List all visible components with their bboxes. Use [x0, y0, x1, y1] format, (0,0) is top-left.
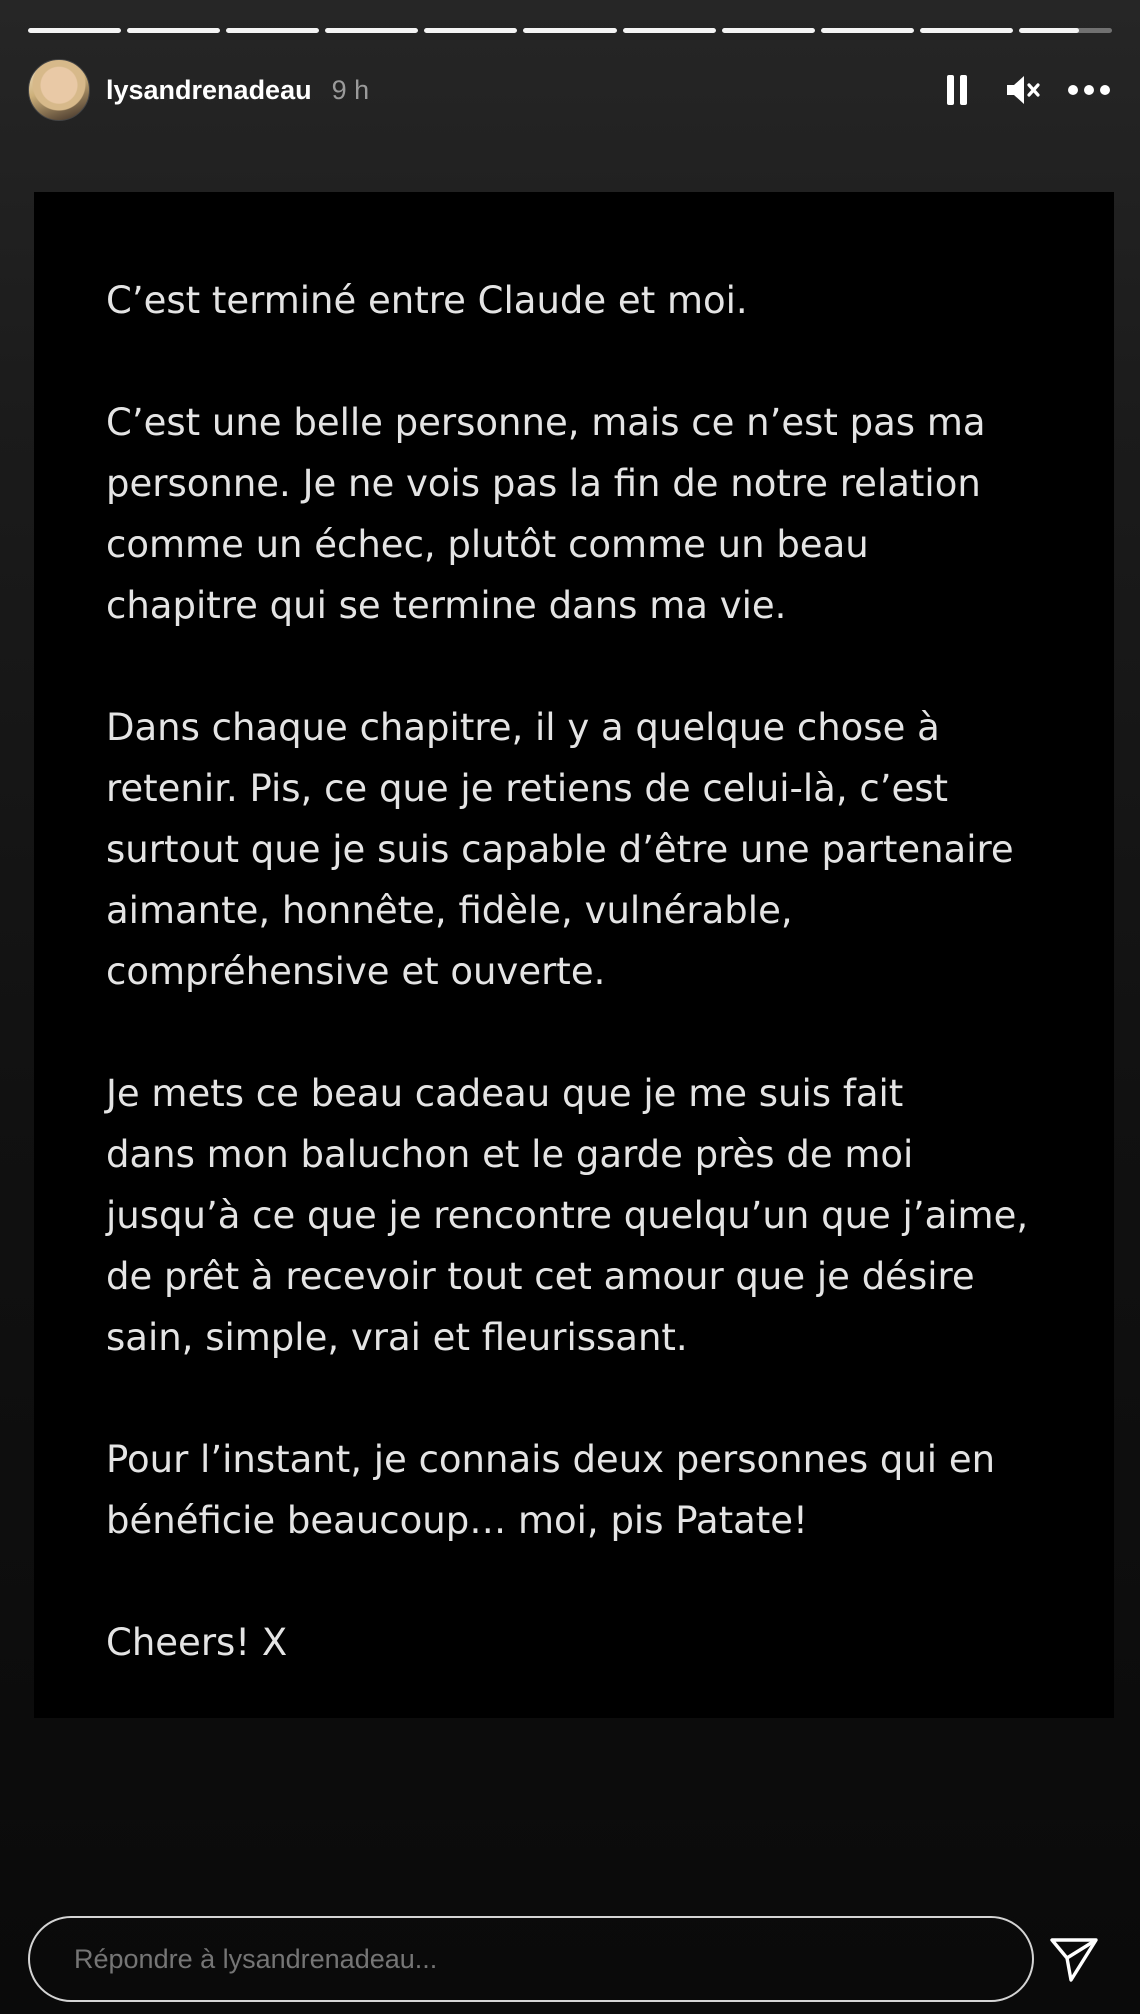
story-line: dans mon baluchon et le garde près de moi: [106, 1133, 914, 1176]
progress-segment: [523, 28, 616, 33]
progress-segment: [821, 28, 914, 33]
progress-segment-fill: [920, 28, 1013, 33]
story-line: surtout que je suis capable d’être une partenaire: [106, 828, 1014, 871]
progress-segment: [127, 28, 220, 33]
story-line: C’est terminé entre Claude et moi.: [106, 279, 748, 322]
progress-segment: [722, 28, 815, 33]
story-line: C’est une belle personne, mais ce n’est pas ma: [106, 401, 986, 444]
progress-segment-fill: [722, 28, 815, 33]
more-icon[interactable]: [1066, 67, 1112, 113]
story-paragraph: [106, 697, 1086, 1002]
story-line: Cheers! X: [106, 1621, 288, 1664]
story-paragraph: [106, 1063, 1086, 1368]
story-paragraph: [106, 392, 1086, 636]
story-header: [28, 58, 1112, 122]
progress-segment-fill: [821, 28, 914, 33]
story-line: retenir. Pis, ce que je retiens de celui-là, c’est: [106, 767, 949, 810]
story-line: personne. Je ne vois pas la fin de notre relation: [106, 462, 981, 505]
progress-segment-fill: [623, 28, 716, 33]
story-line: compréhensive et ouverte.: [106, 950, 606, 993]
progress-segment: [623, 28, 716, 33]
mute-icon[interactable]: [1000, 67, 1046, 113]
story-line: Je mets ce beau cadeau que je me suis fait: [106, 1072, 904, 1115]
send-icon[interactable]: [1046, 1932, 1102, 1988]
progress-segment-fill: [523, 28, 616, 33]
story-paragraph: [106, 1612, 1086, 1673]
progress-segment: [226, 28, 319, 33]
post-time: 9 h: [331, 74, 370, 105]
username[interactable]: lysandrenadeau: [106, 74, 312, 105]
story-line: Dans chaque chapitre, il y a quelque chose à: [106, 706, 940, 749]
progress-segment: [424, 28, 517, 33]
story-controls: [934, 67, 1112, 113]
avatar[interactable]: [28, 59, 90, 121]
story-line: Pour l’instant, je connais deux personnes qui en: [106, 1438, 996, 1481]
progress-segment: [1019, 28, 1112, 33]
progress-segment-fill: [1019, 28, 1080, 33]
progress-segment-fill: [325, 28, 418, 33]
progress-segment-fill: [424, 28, 517, 33]
story-paragraph: [106, 270, 1086, 331]
progress-segment-fill: [28, 28, 121, 33]
pause-icon[interactable]: [934, 67, 980, 113]
story-progress-bar: [28, 28, 1112, 33]
progress-segment-fill: [226, 28, 319, 33]
story-line: aimante, honnête, fidèle, vulnérable,: [106, 889, 793, 932]
story-line: comme un échec, plutôt comme un beau: [106, 523, 869, 566]
progress-segment: [28, 28, 121, 33]
progress-segment: [325, 28, 418, 33]
story-paragraph: [106, 1429, 1086, 1551]
progress-segment-fill: [127, 28, 220, 33]
story-line: chapitre qui se termine dans ma vie.: [106, 584, 787, 627]
story-text: [106, 270, 1086, 1673]
story-line: jusqu’à ce que je rencontre quelqu’un que j’aime,: [106, 1194, 1029, 1237]
progress-segment: [920, 28, 1013, 33]
story-line: sain, simple, vrai et fleurissant.: [106, 1316, 688, 1359]
story-content-card: [34, 192, 1114, 1718]
story-line: bénéficie beaucoup… moi, pis Patate!: [106, 1499, 808, 1542]
reply-input[interactable]: [28, 1916, 1034, 2002]
story-line: de prêt à recevoir tout cet amour que je désire: [106, 1255, 975, 1298]
